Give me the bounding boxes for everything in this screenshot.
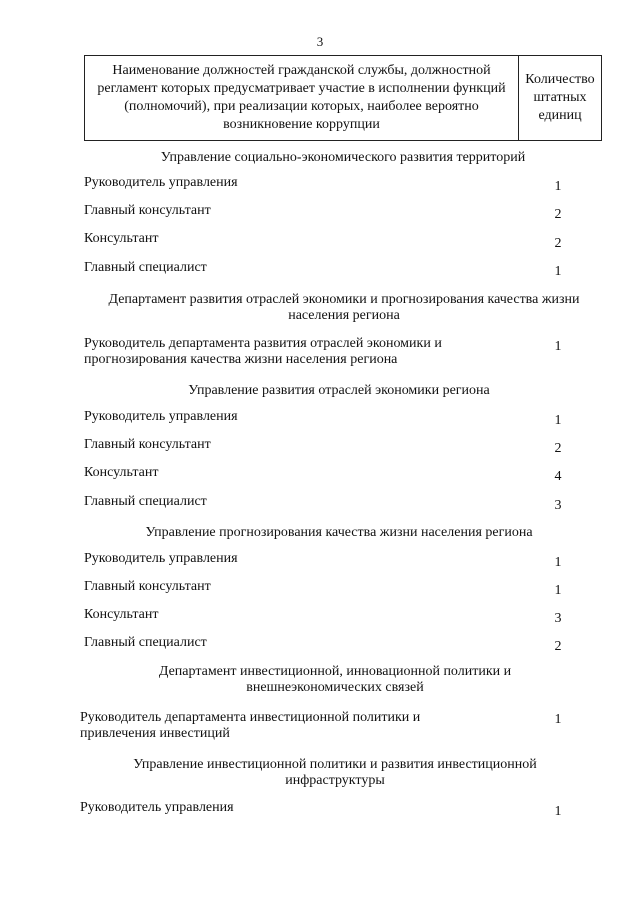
position-count: 1 (554, 413, 562, 428)
position-count: 1 (554, 339, 562, 354)
position-label: Главный специалист (84, 494, 207, 509)
position-label: Главный консультант (84, 203, 211, 218)
header-position-column: Наименование должностей гражданской службы, должностной регламент которых предусматривает участие в исполнении функций (полномочий), при реализации которых, наиболее вероятно возникновение коррупции (85, 56, 519, 140)
position-count: 1 (554, 804, 562, 819)
position-count: 2 (554, 639, 562, 654)
position-count: 3 (554, 611, 562, 626)
position-count: 1 (554, 179, 562, 194)
position-count: 3 (554, 498, 562, 513)
position-label: Главный специалист (84, 260, 207, 275)
position-count: 1 (554, 264, 562, 279)
header-count-column: Количество штатных единиц (525, 72, 595, 123)
position-label: Консультант (84, 465, 159, 480)
position-label: Руководитель департамента инвестиционной политики и привлечения инвестиций (80, 710, 421, 741)
section-title: Департамент инвестиционной, инновационной политики и внешнеэкономических связей (158, 664, 512, 695)
position-label: Консультант (84, 607, 159, 622)
position-label: Главный специалист (84, 635, 207, 650)
position-count: 2 (554, 441, 562, 456)
section-title: Департамент развития отраслей экономики и прогнозирования качества жизни населения региона (108, 292, 580, 323)
position-count: 2 (554, 207, 562, 222)
position-label: Консультант (84, 231, 159, 246)
position-label: Руководитель управления (84, 175, 238, 190)
table-header (84, 55, 602, 141)
section-title: Управление развития отраслей экономики региона (188, 383, 490, 398)
position-label: Руководитель управления (80, 800, 234, 815)
position-count: 4 (554, 469, 562, 484)
position-label: Руководитель управления (84, 409, 238, 424)
position-label: Руководитель департамента развития отраслей экономики и прогнозирования качества жизни населения региона (84, 336, 442, 367)
section-title: Управление прогнозирования качества жизни населения региона (145, 525, 533, 540)
position-count: 1 (554, 583, 562, 598)
section-title: Управление инвестиционной политики и развития инвестиционной инфраструктуры (133, 757, 537, 788)
section-title: Управление социально-экономического развития территорий (160, 150, 526, 165)
position-label: Руководитель управления (84, 551, 238, 566)
position-count: 1 (554, 712, 562, 727)
position-count: 1 (554, 555, 562, 570)
position-count: 2 (554, 236, 562, 251)
page-number: 3 (316, 34, 324, 49)
position-label: Главный консультант (84, 437, 211, 452)
position-label: Главный консультант (84, 579, 211, 594)
